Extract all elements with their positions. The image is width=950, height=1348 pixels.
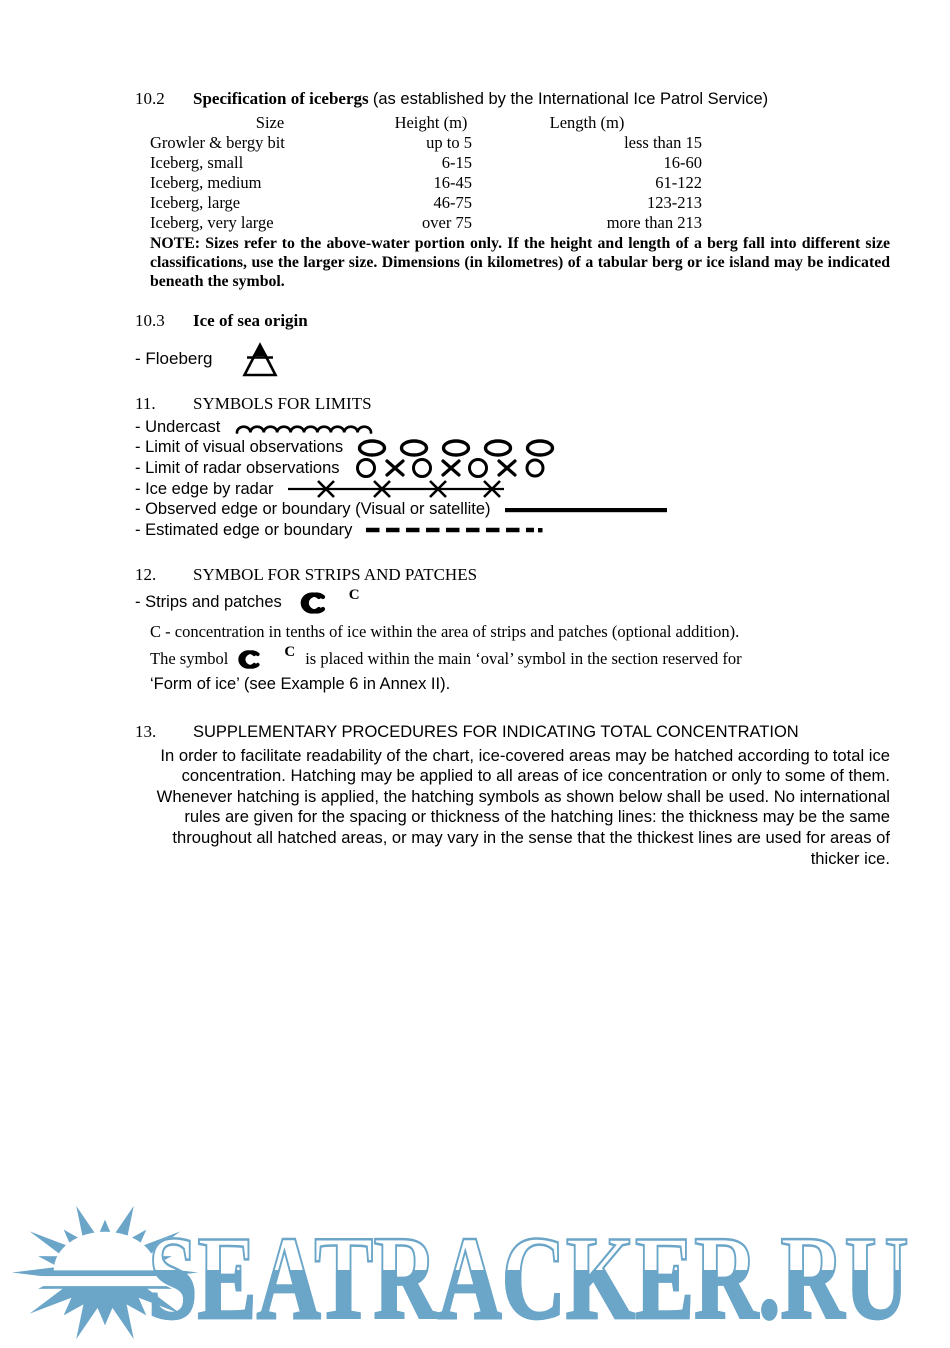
strips-patches-infinity-icon (236, 648, 276, 671)
sentence-end: is placed within the main ‘oval’ symbol in the section reserved for (305, 649, 742, 669)
list-item-ice-edge-radar (135, 479, 890, 500)
cell-size: Iceberg, very large (150, 213, 274, 232)
strips-patches-item (135, 587, 890, 616)
iceberg-size-table (150, 113, 890, 233)
concentration-definition: C - concentration in tenths of ice within the area of strips and patches (optional addition). (150, 621, 740, 641)
line-with-x-marks-icon (288, 479, 504, 499)
oval-row-icon (357, 438, 559, 458)
section-title-bold: Specification of icebergs (193, 89, 369, 108)
symbol-placement-sentence (150, 643, 890, 672)
table-row (150, 213, 890, 233)
watermark (0, 1194, 950, 1344)
concentration-superscript: C (284, 643, 296, 660)
total-concentration-paragraph: In order to facilitate readability of the chart, ice-covered areas may be hatched according to total ice concentration. Hatching may be applied to all areas of ice concentration or only to some of them. Whenever hatching is applied, the hatching symbols as shown below shall be used. No international rules are given for the spacing or thickness of the hatching lines: the thickness may be the same throughout all hatched areas, or may vary in the sense that the thickest lines are used for areas of thicker ice. (156, 745, 890, 868)
cell-height: over 75 (422, 213, 472, 232)
list-item-limit-visual (135, 438, 890, 459)
cell-length: 123-213 (647, 193, 702, 212)
solid-line-icon (505, 505, 667, 515)
floeberg-item (135, 340, 890, 378)
section-number: 12. (135, 564, 157, 584)
item-label: - Limit of radar observations (135, 458, 340, 477)
list-item-estimated-edge (135, 520, 890, 541)
section-number: 10.2 (135, 89, 165, 108)
table-row (150, 193, 890, 213)
section-number: 11. (135, 394, 156, 413)
cell-size: Iceberg, large (150, 193, 241, 212)
section-title: SYMBOLS FOR LIMITS (193, 394, 372, 413)
watermark-text: SEATRACKER.RU (148, 1211, 909, 1344)
list-item-undercast (135, 417, 890, 438)
cell-size: Growler & bergy bit (150, 133, 285, 152)
floeberg-triangle-icon (238, 340, 282, 378)
section-title-rest: (as established by the International Ice Patrol Service) (372, 90, 769, 108)
col-header-length: Length (m) (549, 113, 625, 132)
item-label: - Estimated edge or boundary (135, 520, 353, 539)
item-label: - Limit of visual observations (135, 438, 344, 457)
col-header-size: Size (255, 113, 285, 132)
cell-height: 6-15 (441, 153, 472, 172)
col-header-height: Height (m) (394, 113, 468, 132)
list-item-observed-edge (135, 499, 890, 520)
cell-height: 16-45 (433, 173, 472, 192)
circle-x-alternating-icon (354, 458, 550, 478)
limits-symbol-list (135, 417, 890, 541)
cell-length: more than 213 (606, 213, 702, 232)
undercast-scallop-wave-icon (234, 419, 374, 436)
section-title: SYMBOL FOR STRIPS AND PATCHES (193, 564, 478, 584)
section-12-heading (135, 564, 890, 585)
cell-length: 61-122 (655, 173, 702, 192)
concentration-superscript: C (348, 587, 360, 604)
sentence-start: The symbol (150, 649, 229, 669)
table-header-row (150, 113, 890, 133)
dashed-line-icon (366, 525, 546, 535)
section-number: 13. (135, 721, 157, 741)
section-13-heading (135, 721, 890, 743)
section-10-3-heading (135, 310, 890, 331)
cell-size: Iceberg, medium (150, 173, 262, 192)
table-row (150, 153, 890, 173)
floeberg-label: - Floeberg (135, 349, 213, 368)
list-item-limit-radar (135, 458, 890, 479)
item-label: - Observed edge or boundary (Visual or satellite) (135, 500, 491, 519)
section-number: 10.3 (135, 311, 165, 330)
page-content (135, 88, 890, 869)
table-row (150, 173, 890, 193)
item-label: - Undercast (135, 417, 221, 436)
iceberg-note: NOTE: Sizes refer to the above-water portion only. If the height and length of a berg fall into different size classifications, use the larger size. Dimensions (in kilometres) of a tabular berg or ice island may be indicated beneath the symbol. (150, 235, 890, 290)
cell-height: 46-75 (433, 193, 472, 212)
strips-label: - Strips and patches (135, 593, 282, 612)
section-title: SUPPLEMENTARY PROCEDURES FOR INDICATING TOTAL CONCENTRATION (193, 722, 799, 741)
cell-length: 16-60 (663, 153, 702, 172)
item-label: - Ice edge by radar (135, 479, 274, 498)
form-of-ice-line: ‘Form of ice’ (see Example 6 in Annex II). (150, 675, 451, 694)
section-10-2-heading (135, 88, 890, 110)
table-row (150, 133, 890, 153)
strips-patches-infinity-icon (298, 590, 344, 616)
cell-size: Iceberg, small (150, 153, 244, 172)
cell-height: up to 5 (426, 133, 472, 152)
cell-length: less than 15 (624, 133, 702, 152)
section-title: Ice of sea origin (193, 311, 308, 330)
section-11-heading (135, 393, 890, 414)
